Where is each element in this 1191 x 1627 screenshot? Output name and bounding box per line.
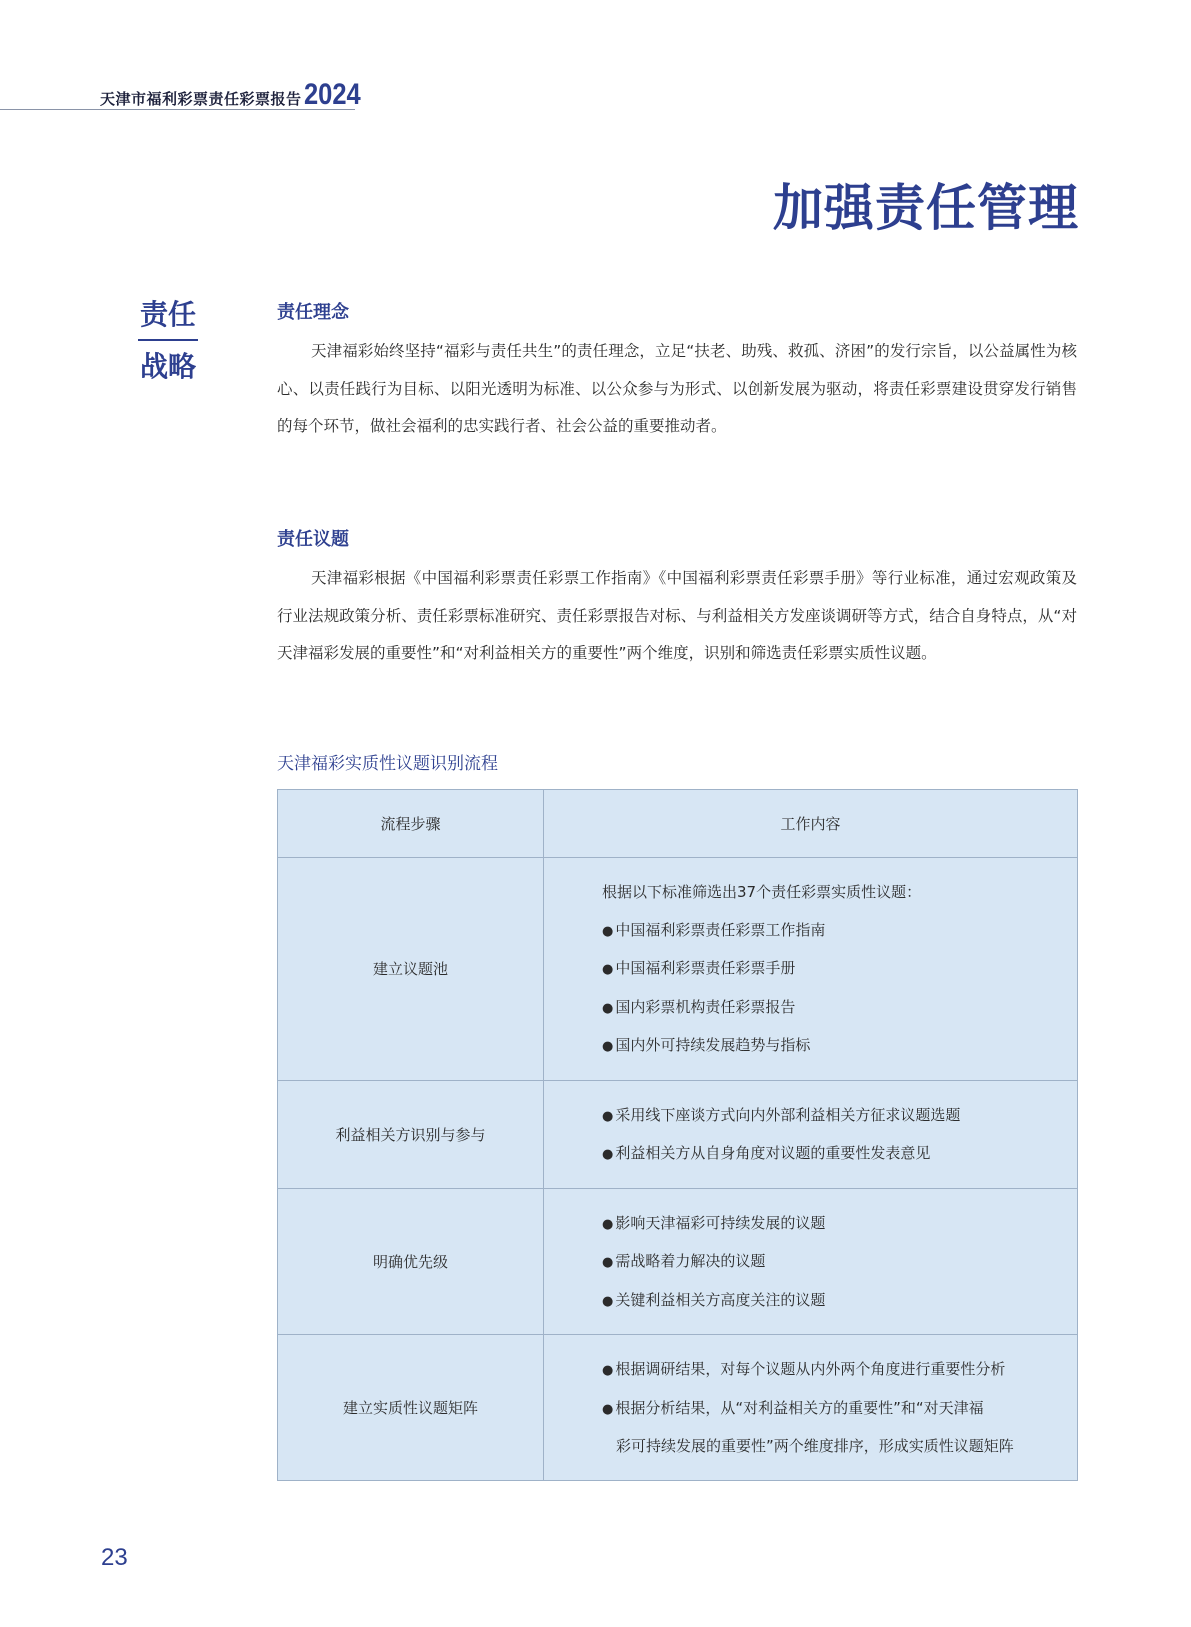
list-item: ● 根据分析结果，从“对利益相关方的重要性”和“对天津福 bbox=[544, 1390, 1077, 1429]
content-intro: 根据以下标准筛选出37个责任彩票实质性议题： bbox=[602, 883, 922, 901]
step-cell: 建立议题池 bbox=[278, 858, 544, 1081]
list-item: ● 利益相关方从自身角度对议题的重要性发表意见 bbox=[544, 1135, 1077, 1174]
report-title: 天津市福利彩票责任彩票报告 bbox=[100, 90, 302, 108]
side-section-label bbox=[138, 296, 198, 386]
step-cell: 利益相关方识别与参与 bbox=[278, 1080, 544, 1188]
list-item: ● 影响天津福彩可持续发展的议题 bbox=[544, 1205, 1077, 1244]
table-row bbox=[278, 1335, 1078, 1481]
list-item: ● 采用线下座谈方式向内外部利益相关方征求议题选题 bbox=[544, 1097, 1077, 1136]
list-item: ● 关键利益相关方高度关注的议题 bbox=[544, 1282, 1077, 1321]
side-label-line2: 战略 bbox=[139, 350, 196, 383]
section-heading-topics: 责任议题 bbox=[277, 529, 349, 550]
page-title: 加强责任管理 bbox=[773, 179, 1079, 237]
running-header bbox=[100, 80, 370, 110]
list-item: ● 需战略着力解决的议题 bbox=[544, 1243, 1077, 1282]
content-cell bbox=[544, 858, 1078, 1081]
list-item: ● 根据调研结果，对每个议题从内外两个角度进行重要性分析 bbox=[544, 1351, 1077, 1390]
table-header-row bbox=[278, 790, 1078, 858]
column-header-step: 流程步骤 bbox=[278, 790, 544, 858]
report-year: 2024 bbox=[303, 78, 361, 111]
table-caption: 天津福彩实质性议题识别流程 bbox=[277, 754, 498, 774]
table-row bbox=[278, 1080, 1078, 1188]
process-table bbox=[277, 789, 1078, 1481]
content-cell bbox=[544, 1335, 1078, 1481]
philosophy-paragraph: 天津福彩始终坚持“福彩与责任共生”的责任理念，立足“扶老、助残、救孤、济困”的发行宗旨，以公益属性为核心、以责任践行为目标、以阳光透明为标准、以公众参与为形式、以创新发展为驱动，将责任彩票建设贯穿发行销售的每个环节，做社会福利的忠实践行者、社会公益的重要推动者。 bbox=[277, 342, 1077, 435]
topics-paragraph: 天津福彩根据《中国福利彩票责任彩票工作指南》《中国福利彩票责任彩票手册》等行业标准，通过宏观政策及行业法规政策分析、责任彩票标准研究、责任彩票报告对标、与利益相关方发座谈调研等方式，结合自身特点，从“对天津福彩发展的重要性”和“对利益相关方的重要性”两个维度，识别和筛选责任彩票实质性议题。 bbox=[277, 569, 1077, 662]
list-item: ● 国内外可持续发展趋势与指标 bbox=[544, 1027, 1077, 1066]
section-heading-philosophy: 责任理念 bbox=[277, 302, 349, 323]
list-item: ● 中国福利彩票责任彩票手册 bbox=[544, 950, 1077, 989]
list-item: ● 中国福利彩票责任彩票工作指南 bbox=[544, 912, 1077, 951]
page-number: 23 bbox=[101, 1544, 128, 1571]
content-cell bbox=[544, 1188, 1078, 1335]
table-row bbox=[278, 1188, 1078, 1335]
column-header-content: 工作内容 bbox=[544, 790, 1078, 858]
content-cell bbox=[544, 1080, 1078, 1188]
step-cell: 建立实质性议题矩阵 bbox=[278, 1335, 544, 1481]
list-item-continuation: 彩可持续发展的重要性”两个维度排序，形成实质性议题矩阵 bbox=[616, 1437, 1014, 1455]
side-label-divider bbox=[138, 339, 198, 341]
side-label-line1: 责任 bbox=[139, 298, 196, 331]
list-item: ● 国内彩票机构责任彩票报告 bbox=[544, 989, 1077, 1028]
step-cell: 明确优先级 bbox=[278, 1188, 544, 1335]
table-row bbox=[278, 858, 1078, 1081]
